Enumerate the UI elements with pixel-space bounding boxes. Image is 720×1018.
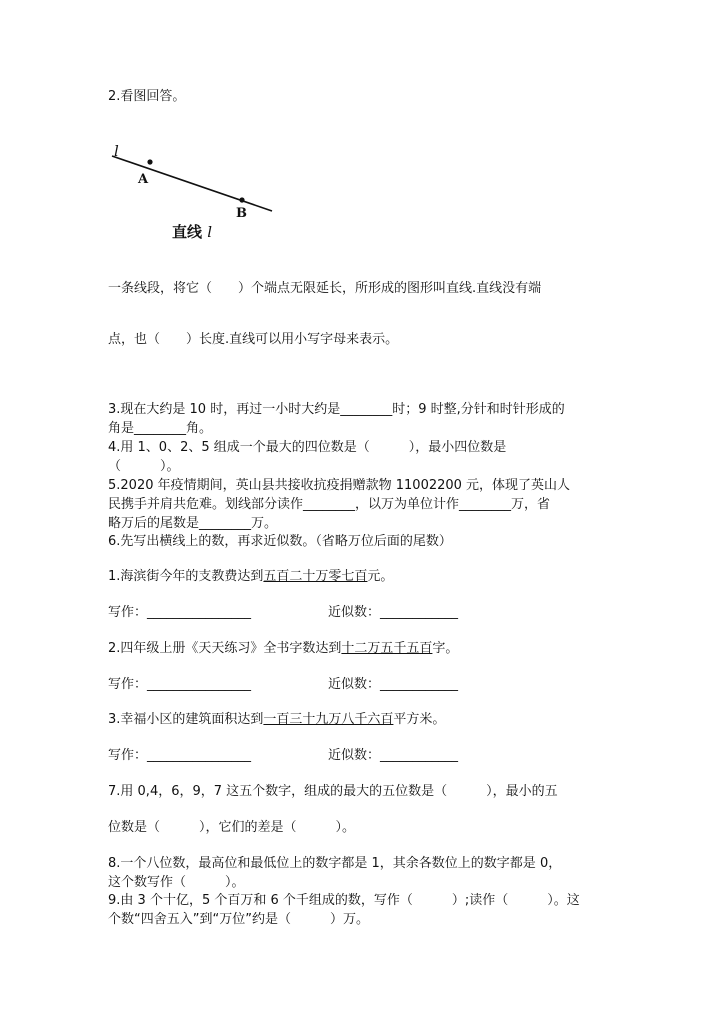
q6-item-1-post: 元。 <box>367 569 394 584</box>
label-a: A <box>138 172 149 187</box>
q8-line2: 这个数写作（ ）。 <box>108 875 245 890</box>
q5-line1: 5.2020 年疫情期间，英山县共接收抗疫捐赠款物 11002200 元，体现了英山人 <box>108 478 571 493</box>
q3-line1: 3.现在大约是 10 时，再过一小时大约是________时；9 时整,分针和时针形成的 <box>108 402 565 417</box>
caption-var: l <box>207 223 213 241</box>
q6-item-3-post: 平方米。 <box>393 712 446 727</box>
q6-item-2-post: 字。 <box>432 641 459 656</box>
q6-item-2 <box>108 640 458 658</box>
q4-line1: 4.用 1、0、2、5 组成一个最大的四位数是（ ），最小四位数是 <box>108 440 507 455</box>
label-b: B <box>236 206 247 221</box>
q4-line2: （ ）。 <box>108 459 180 474</box>
q6-item-3 <box>108 711 445 729</box>
q2-heading: 2.看图回答。 <box>108 89 186 104</box>
q6-item-1-pre: 1.海滨街今年的支教费达到 <box>108 569 264 584</box>
q3-line2: 角是________角。 <box>108 421 213 436</box>
q7-line2: 位数是（ ），它们的差是（ ）。 <box>108 820 356 835</box>
q6-write-3: 写作：________________ <box>108 748 252 763</box>
q6-write-2: 写作：________________ <box>108 677 252 692</box>
point-b <box>239 197 244 202</box>
q6-heading: 6.先写出横线上的数，再求近似数。（省略万位后面的尾数） <box>108 534 452 549</box>
q6-item-1-underlined: 五百二十万零七百 <box>263 569 368 584</box>
label-l: l <box>114 142 119 160</box>
q6-item-2-pre: 2.四年级上册《天天练习》全书字数达到 <box>108 641 342 656</box>
q6-approx-3: 近似数：____________ <box>328 748 459 763</box>
q8-line1: 8.一个八位数，最高位和最低位上的数字都是 1，其余各数位上的数字都是 0， <box>108 856 562 871</box>
figure-caption <box>172 221 212 242</box>
caption-text: 直线 <box>172 223 203 241</box>
q6-write-1: 写作：________________ <box>108 605 252 620</box>
q5-line2: 民携手并肩共危难。划线部分读作________，以万为单位计作________万，省 <box>108 497 551 512</box>
q6-item-1 <box>108 568 393 586</box>
q9-line2: 个数“四舍五入”到“万位”约是（ ）万。 <box>108 912 369 927</box>
q6-item-3-pre: 3.幸福小区的建筑面积达到 <box>108 712 264 727</box>
q9-line1: 9.由 3 个十亿，5 个百万和 6 个千组成的数，写作（ ）;读作（ ）。这 <box>108 893 580 908</box>
q6-approx-1: 近似数：____________ <box>328 605 459 620</box>
q7-line1: 7.用 0,4，6，9，7 这五个数字，组成的最大的五位数是（ ），最小的五 <box>108 784 558 799</box>
line-l <box>112 156 272 211</box>
q2-line1: 一条线段，将它（ ）个端点无限延长，所形成的图形叫直线.直线没有端 <box>108 281 542 296</box>
q6-item-3-underlined: 一百三十九万八千六百 <box>263 712 394 727</box>
q5-line3: 略万后的尾数是________万。 <box>108 516 278 531</box>
q6-approx-2: 近似数：____________ <box>328 677 459 692</box>
q2-line2: 点，也（ ）长度.直线可以用小写字母来表示。 <box>108 332 399 347</box>
q6-item-2-underlined: 十二万五千五百 <box>341 641 433 656</box>
point-a <box>147 159 152 164</box>
